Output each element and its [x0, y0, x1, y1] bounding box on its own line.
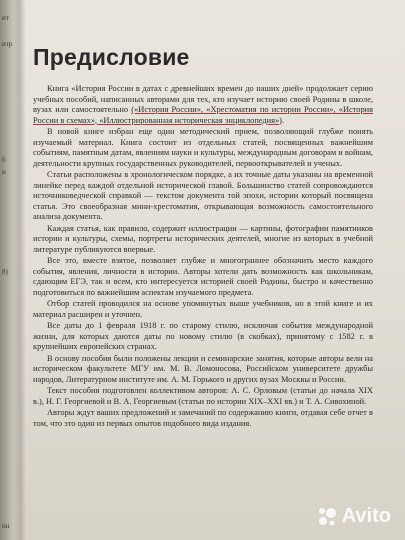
paragraph: В новой книге избран еще один методический прием, позволяющий глубже понять изучаемый материал. Книга состоит из отдельных статей, посвященных важнейшим событиям, памятным датам, явлениям науки и культуры, международным договорам и войнам, деятельности крупных государственных руководителей, первооткрывателей и ученых. — [33, 127, 374, 168]
spine-fragment: б — [2, 156, 6, 164]
paragraph: Авторы ждут ваших предложений и замечаний по содержанию книги, отдавая себе отчет в том, что это один из первых опытов подобного вида издания. — [33, 408, 373, 428]
page-gutter-shadow — [20, 0, 26, 540]
paragraph: В основу пособия были положены лекции и семинарские занятия, которые авторы вели на историческом факультете МГУ им. М. В. Ломоносова, Российском университете дружбы народов, Литературном институте им. А. М. Горького и других вузах Москвы и России. — [33, 353, 373, 384]
body-text — [33, 84, 373, 430]
spine-fragment: ин — [2, 522, 10, 530]
paragraph: Книга «История России в датах с древнейших времен до наших дней» продолжает серию учебных пособий, написанных авторами для тех, кто изучает историю своей Родины в школе, вузах или самостоятельно («История России», «Хрестоматия по истории России», «История России в схемах», «Иллюстрированная историческая энциклопедия»). — [33, 84, 373, 125]
watermark-label: Avito — [341, 505, 391, 527]
paragraph: Текст пособия подготовлен коллективом авторов: А. С. Орловым (статьи до начала XIX в.), Н. Г. Георгиевой и В. А. Георгиевым (статьи по истории XIX–XXI вв.) и Т. А. Сивохиной. — [33, 386, 373, 406]
spine-fragment: итр — [2, 40, 13, 48]
paragraph: Все даты до 1 февраля 1918 г. по старому стилю, исключая события международной жизни, для которых даются даты по новому стилю (в скобках), принятому с 1582 г. в крупнейших европейских странах. — [33, 321, 373, 351]
page-title: Предисловие — [33, 44, 190, 70]
paragraph: Статьи расположены в хронологическом порядке, а их точные даты указаны на временной линейке перед каждой отдельной исторической главой. Большинство статей сопровождаются источниковедческой справкой — текстом документа той эпохи, истории который посвящена статья. Это своеобразная мини-хрестоматия, открывающая возможность самостоятельного анализа документа. — [33, 170, 373, 221]
paragraph: Каждая статья, как правило, содержит иллюстрации — картины, фотографии памятников истории и культуры, схемы, портреты исторических деятелей, многие из которых в учебной литературе публикуются впервые. — [33, 223, 373, 254]
spine-fragment: и — [2, 168, 6, 176]
paragraph: Отбор статей проводился на основе упомянутых выше учебников, но в этой книге и их материал расширен и уточнен. — [33, 299, 373, 319]
avito-watermark — [316, 505, 391, 528]
spine-fragment: ит — [2, 14, 9, 22]
paragraph: Все это, вместе взятое, позволяет глубже и многограннее обозначить место каждого события, явления, личности в истории. Авторы хотели дать возможность как школьникам, сдающим ЕГЭ, так и всем, кто интересуется историей своей Родины, быстро и качественно подготовиться по важнейшим аспектам изучаемого предмета. — [33, 256, 373, 297]
spine-fragment: 8) — [2, 268, 8, 276]
adjacent-page-edge — [0, 0, 22, 540]
avito-logo-icon — [316, 506, 338, 528]
